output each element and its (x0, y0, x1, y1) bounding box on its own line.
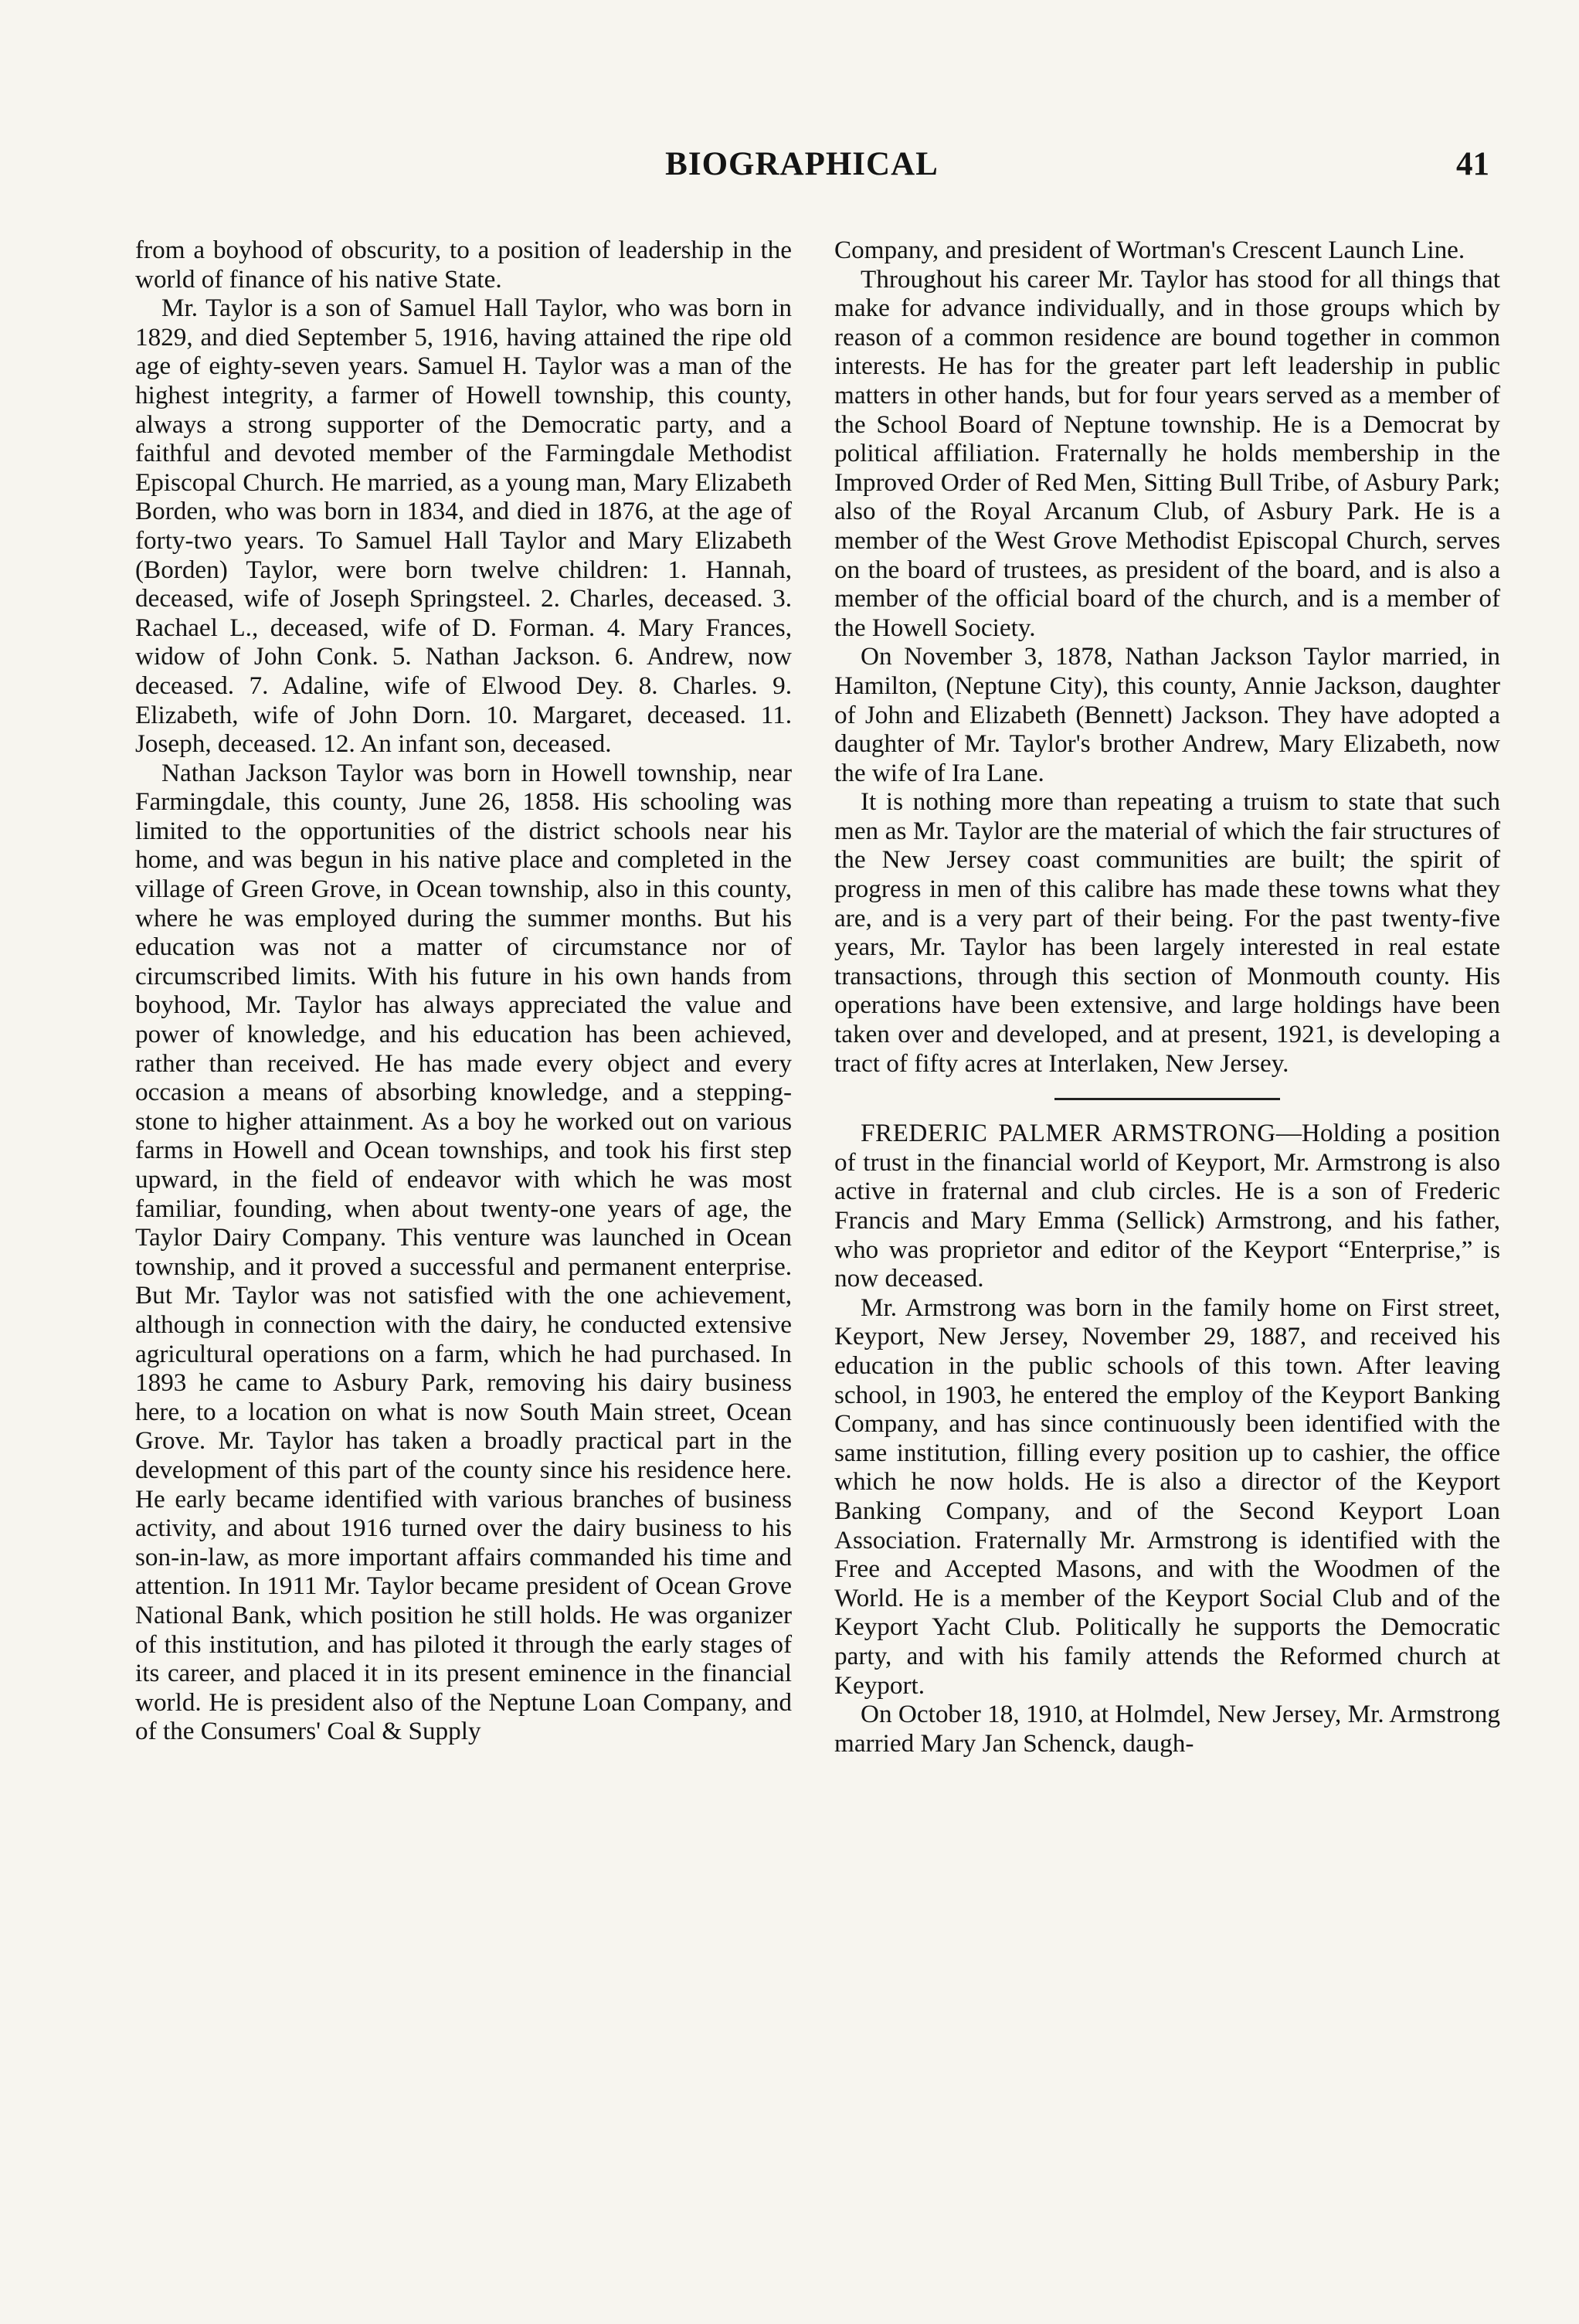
left-column (135, 236, 792, 1746)
page-number: 41 (1456, 146, 1489, 182)
right-column (834, 236, 1500, 1758)
running-title: BIOGRAPHICAL (665, 146, 939, 182)
paragraph: Mr. Armstrong was born in the family home on First street, Keyport, New Jersey, November 29, 1887, and received his education in the public schools of this town. After leaving school, in 1903, he entered the employ of the Keyport Banking Company, and has since continuously been identified with the same institution, filling every position up to cashier, the office which he now holds. He is also a director of the Keyport Banking Company, and of the Second Keyport Loan Association. Fraternally Mr. Armstrong is identified with the Free and Accepted Masons, and with the Woodmen of the World. He is a member of the Keyport Social Club and of the Keyport Yacht Club. Politically he supports the Democratic party, and with his family attends the Reformed church at Keyport. (834, 1293, 1500, 1700)
paragraph: Mr. Taylor is a son of Samuel Hall Taylor, who was born in 1829, and died September 5, 1916, having attained the ripe old age of eighty-seven years. Samuel H. Taylor was a man of the highest integrity, a farmer of Howell township, this county, always a strong supporter of the Democratic party, and a faithful and devoted member of the Farmingdale Methodist Episcopal Church. He married, as a young man, Mary Elizabeth Borden, who was born in 1834, and died in 1876, at the age of forty-two years. To Samuel Hall Taylor and Mary Elizabeth (Borden) Taylor, were born twelve children: 1. Hannah, deceased, wife of Joseph Springsteel. 2. Charles, deceased. 3. Rachael L., deceased, wife of D. Forman. 4. Mary Frances, widow of John Conk. 5. Nathan Jackson. 6. Andrew, now deceased. 7. Adaline, wife of Elwood Dey. 8. Charles. 9. Elizabeth, wife of John Dorn. 10. Margaret, deceased. 11. Joseph, deceased. 12. An infant son, deceased. (135, 294, 792, 759)
paragraph: It is nothing more than repeating a truism to state that such men as Mr. Taylor are the material of which the fair structures of the New Jersey coast communities are built; the spirit of progress in men of this calibre has made these towns what they are, and is a very part of their being. For the past twenty-five years, Mr. Taylor has been largely interested in real estate transactions, through this section of Monmouth county. His operations have been extensive, and large holdings have been taken over and developed, and at present, 1921, is developing a tract of fifty acres at Interlaken, New Jersey. (834, 787, 1500, 1078)
paragraph: On November 3, 1878, Nathan Jackson Taylor married, in Hamilton, (Neptune City), this county, Annie Jackson, daughter of John and Elizabeth (Bennett) Jackson. They have adopted a daughter of Mr. Taylor's brother Andrew, Mary Elizabeth, now the wife of Ira Lane. (834, 642, 1500, 787)
paragraph: Nathan Jackson Taylor was born in Howell township, near Farmingdale, this county, June 26, 1858. His schooling was limited to the opportunities of the district schools near his home, and was begun in his native place and completed in the village of Green Grove, in Ocean township, also in this county, where he was employed during the summer months. But his education was not a matter of circumstance nor of circumscribed limits. With his future in his own hands from boyhood, Mr. Taylor has always appreciated the value and power of knowledge, and his education has been achieved, rather than received. He has made every object and every occasion a means of absorbing knowledge, and a stepping-stone to higher attainment. As a boy he worked out on various farms in Howell and Ocean townships, and took his first step upward, in the field of endeavor with which he was most familiar, founding, when about twenty-one years of age, the Taylor Dairy Company. This venture was launched in Ocean township, and it proved a successful and permanent enterprise. But Mr. Taylor was not satisfied with the one achievement, although in connection with the dairy, he conducted extensive agricultural operations on a farm, which he had purchased. In 1893 he came to Asbury Park, removing his dairy business here, to a location on what is now South Main street, Ocean Grove. Mr. Taylor has taken a broadly practical part in the development of this part of the county since his residence here. He early became identified with various branches of business activity, and about 1916 turned over the dairy business to his son-in-law, as more important affairs commanded his time and attention. In 1911 Mr. Taylor became president of Ocean Grove National Bank, which position he still holds. He was organizer of this institution, and has piloted it through the early stages of its career, and placed it in its present eminence in the financial world. He is president also of the Neptune Loan Company, and of the Consumers' Coal & Supply (135, 758, 792, 1746)
paragraph: from a boyhood of obscurity, to a position of leadership in the world of finance of his native State. (135, 236, 792, 294)
paragraph: Throughout his career Mr. Taylor has stood for all things that make for advance individually, and in those groups which by reason of a common residence are bound together in common interests. He has for the greater part left leadership in public matters in other hands, but for four years served as a member of the School Board of Neptune township. He is a Democrat by political affiliation. Fraternally he holds membership in the Improved Order of Red Men, Sitting Bull Tribe, of Asbury Park; also of the Royal Arcanum Club, of Asbury Park. He is a member of the West Grove Methodist Episcopal Church, serves on the board of trustees, as president of the board, and is also a member of the official board of the church, and is a member of the Howell Society. (834, 264, 1500, 642)
page-header (114, 145, 1489, 192)
entry-name: FREDERIC PALMER ARMSTRONG (861, 1119, 1276, 1148)
section-divider (1054, 1098, 1280, 1100)
paragraph: Company, and president of Wortman's Crescent Launch Line. (834, 236, 1465, 264)
entry-intro-paragraph (834, 1119, 1500, 1293)
paragraph: On October 18, 1910, at Holmdel, New Jersey, Mr. Armstrong married Mary Jan Schenck, daugh- (834, 1700, 1500, 1758)
entry-lead-text: —Holding a position of trust in the financial world of Keyport, Mr. Armstrong is also active in fraternal and club circles. He is a son of Frederic Francis and Mary Emma (Sellick) Armstrong, and his father, who was proprietor and editor of the Keyport “Enterprise,” is now deceased. (834, 1119, 1501, 1293)
